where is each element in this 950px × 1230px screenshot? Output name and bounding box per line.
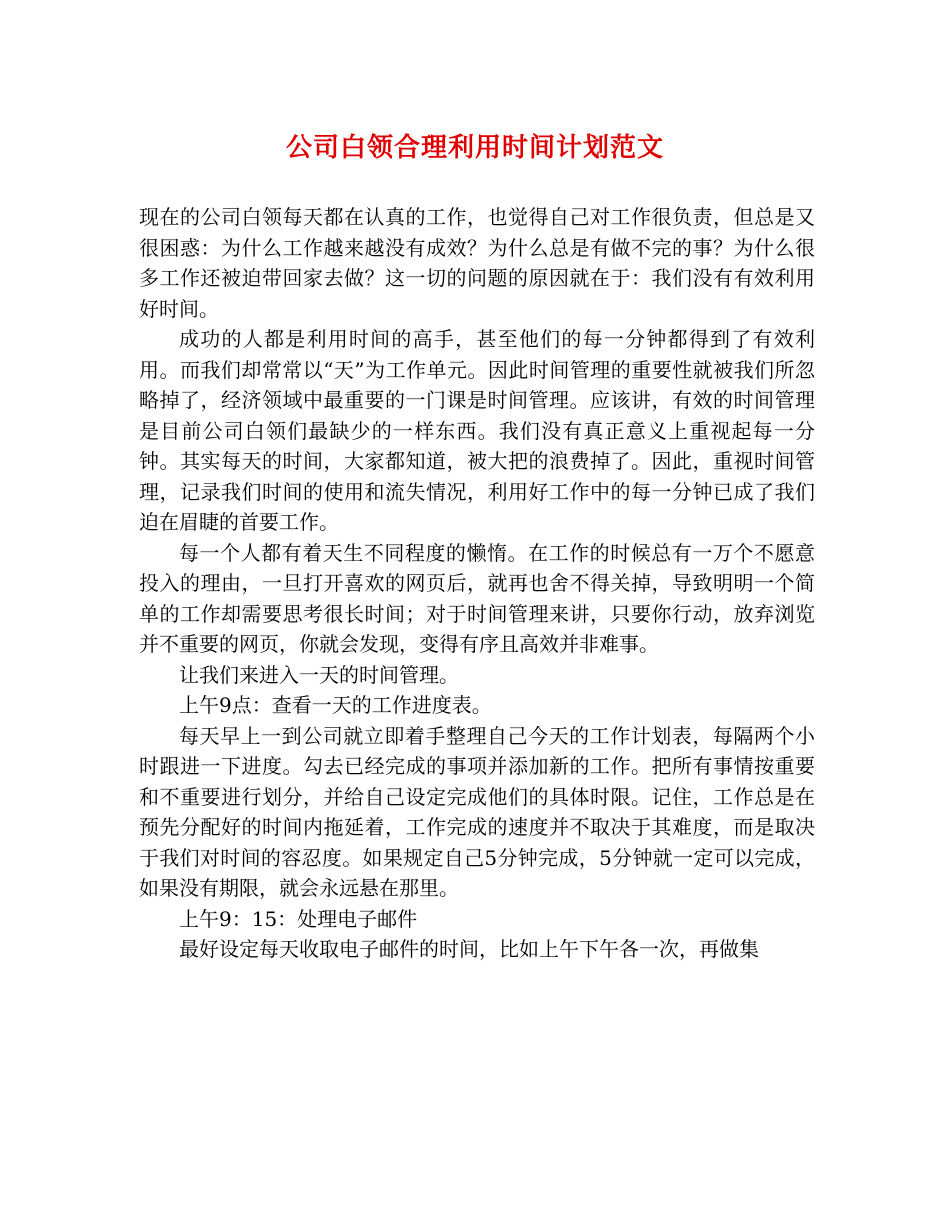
document-body [139, 202, 815, 965]
paragraph: 每一个人都有着天生不同程度的懒惰。在工作的时候总有一万个不愿意投入的理由，一旦打开喜欢的网页后，就再也舍不得关掉，导致明明一个简单的工作却需要思考很长时间；对于时间管理来讲，只要你行动，放弃浏览并不重要的网页，你就会发现，变得有序且高效并非难事。 [139, 540, 815, 656]
paragraph: 每天早上一到公司就立即着手整理自己今天的工作计划表，每隔两个小时跟进一下进度。勾去已经完成的事项并添加新的工作。把所有事情按重要和不重要进行划分，并给自己设定完成他们的具体时限。记住，工作总是在预先分配好的时间内拖延着，工作完成的速度并不取决于其难度，而是取决于我们对时间的容忍度。如果规定自己5分钟完成，5分钟就一定可以完成，如果没有期限，就会永远悬在那里。 [139, 723, 815, 900]
paragraph: 让我们来进入一天的时间管理。 [179, 662, 459, 687]
paragraph: 最好设定每天收取电子邮件的时间，比如上午下午各一次，再做集 [179, 937, 759, 961]
paragraph: 上午9：15：处理电子邮件 [179, 906, 418, 931]
paragraph: 现在的公司白领每天都在认真的工作，也觉得自己对工作很负责，但总是又很困惑：为什么工作越来越没有成效？为什么总是有做不完的事？为什么很多工作还被迫带回家去做？这一切的问题的原因就在于：我们没有有效利用好时间。 [139, 205, 815, 321]
paragraph: 上午9点：查看一天的工作进度表。 [179, 693, 492, 717]
paragraph: 成功的人都是利用时间的高手，甚至他们的每一分钟都得到了有效利用。而我们却常常以“天”为工作单元。因此时间管理的重要性就被我们所忽略掉了，经济领域中最重要的一门课是时间管理。应该讲，有效的时间管理是目前公司白领们最缺少的一样东西。我们没有真正意义上重视起每一分钟。其实每天的时间，大家都知道，被大把的浪费掉了。因此，重视时间管理，记录我们时间的使用和流失情况，利用好工作中的每一分钟已成了我们迫在眉睫的首要工作。 [139, 327, 815, 534]
document-title: 公司白领合理利用时间计划范文 [285, 133, 664, 163]
